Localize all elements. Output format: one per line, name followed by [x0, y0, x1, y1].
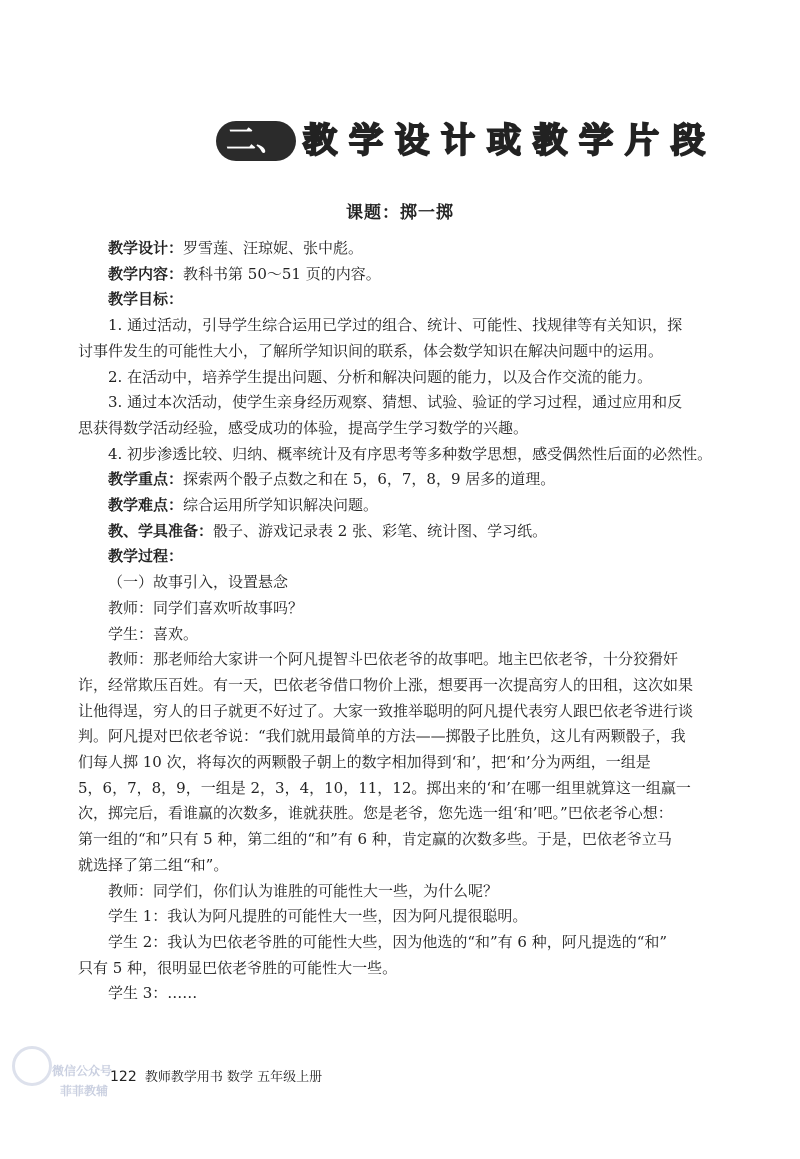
design-text: 罗雪莲、汪琼妮、张中彪。 [183, 239, 364, 257]
heading-char: 段 [671, 121, 705, 161]
process-paragraph: 诈，经常欺压百姓。有一天，巴依老爷借口物价上涨，想要再一次提高穷人的田租，这次如果 [78, 675, 694, 694]
materials-line [108, 519, 748, 545]
content-label: 教学内容： [108, 264, 184, 283]
content-line [108, 262, 748, 288]
process-paragraph: 们每人掷 10 次，将每次的两颗骰子朝上的数字相加得到‘和’，把‘和’分为两组，一组是 [78, 753, 651, 772]
materials-text: 骰子、游戏记录表 2 张、彩笔、统计图、学习纸。 [213, 521, 548, 540]
design-line [108, 236, 748, 262]
objective-line: 3. 通过本次活动，使学生亲身经历观察、猜想、试验、验证的学习过程，通过应用和反 [108, 393, 683, 412]
section-heading [216, 118, 712, 164]
objective-line: 思获得数学活动经验，感受成功的体验，提高学生学习数学的兴趣。 [78, 418, 529, 437]
lesson-title: 课题：掷一掷 [346, 203, 454, 223]
heading-char: 片 [625, 121, 659, 161]
heading-char: 或 [487, 121, 521, 161]
watermark-line1: 微信公众号 [52, 1064, 113, 1078]
page-footer [110, 1066, 322, 1085]
key-point-text: 探索两个骰子点数之和在 5，6，7，8，9 居多的道理。 [183, 470, 556, 489]
heading-char: 学 [579, 121, 613, 161]
design-label: 教学设计： [108, 239, 184, 257]
process-paragraph: 第一组的“和”只有 5 种，第二组的“和”有 6 种，肯定赢的次数多些。于是，巴依老爷立马 [78, 830, 672, 849]
key-point-label: 教学重点： [108, 470, 184, 489]
process-paragraph: 学生 3：…… [108, 984, 198, 1003]
process-paragraph: 学生：喜欢。 [108, 624, 199, 643]
heading-char: 学 [349, 121, 383, 161]
difficulty-label: 教学难点： [108, 496, 184, 515]
objective-line: 2. 在活动中，培养学生提出问题、分析和解决问题的能力，以及合作交流的能力。 [108, 367, 653, 386]
process-paragraph: 教师：那老师给大家讲一个阿凡提智斗巴依老爷的故事吧。地主巴依老爷，十分狡猾奸 [108, 650, 679, 669]
objectives-label: 教学目标： [108, 290, 184, 309]
process-paragraph: 让他得逞，穷人的日子就更不好过了。大家一致推举聪明的阿凡提代表穷人跟巴依老爷进行谈 [78, 701, 694, 720]
key-point-line [108, 467, 748, 493]
process-paragraph: 学生 1：我认为阿凡提胜的可能性大一些，因为阿凡提很聪明。 [108, 907, 528, 926]
process-line [108, 544, 748, 570]
difficulty-line [108, 493, 748, 519]
objective-line: 讨事件发生的可能性大小，了解所学知识间的联系，体会数学知识在解决问题中的运用。 [78, 341, 664, 360]
materials-label: 教、学具准备： [108, 521, 214, 540]
section-number-badge: 二、 [216, 121, 296, 161]
objectives-line [108, 287, 748, 313]
heading-char: 计 [441, 121, 475, 161]
content-text: 教科书第 50～51 页的内容。 [183, 264, 381, 283]
process-paragraph: （一）故事引入，设置悬念 [108, 573, 289, 592]
heading-char: 教 [303, 121, 337, 161]
process-paragraph: 教师：同学们，你们认为谁胜的可能性大一些，为什么呢？ [108, 881, 499, 900]
book-title: 教师教学用书 数学 五年级上册 [144, 1070, 323, 1085]
page-number: 122 [110, 1069, 137, 1085]
process-paragraph: 就选择了第二组“和”。 [78, 855, 229, 874]
heading-char: 设 [395, 121, 429, 161]
process-label: 教学过程： [108, 547, 184, 566]
difficulty-text: 综合运用所学知识解决问题。 [183, 496, 379, 515]
document-body [78, 236, 748, 1007]
objective-line: 4. 初步渗透比较、归纳、概率统计及有序思考等多种数学思想，感受偶然性后面的必然性。 [108, 444, 713, 463]
process-paragraph: 学生 2：我认为巴依老爷胜的可能性大些，因为他选的“和”有 6 种，阿凡提选的“和” [108, 932, 668, 951]
process-paragraph: 只有 5 种，很明显巴依老爷胜的可能性大一些。 [78, 958, 398, 977]
watermark-logo-icon [12, 1046, 52, 1086]
process-paragraph: 次，掷完后，看谁赢的次数多，谁就获胜。您是老爷，您先选一组‘和’吧。”巴依老爷心想： [78, 804, 673, 823]
process-paragraph: 教师：同学们喜欢听故事吗？ [108, 598, 304, 617]
process-paragraph: 5，6，7，8，9，一组是 2，3，4，10，11，12。掷出来的‘和’在哪一组里就算这一组赢一 [78, 778, 691, 797]
process-paragraph: 判。阿凡提对巴依老爷说：“我们就用最简单的方法——掷骰子比胜负，这儿有两颗骰子，我 [78, 727, 686, 746]
watermark-line2: 菲菲教辅 [60, 1084, 109, 1098]
objective-line: 1. 通过活动，引导学生综合运用已学过的组合、统计、可能性、找规律等有关知识，探 [108, 316, 683, 335]
heading-char: 教 [533, 121, 567, 161]
